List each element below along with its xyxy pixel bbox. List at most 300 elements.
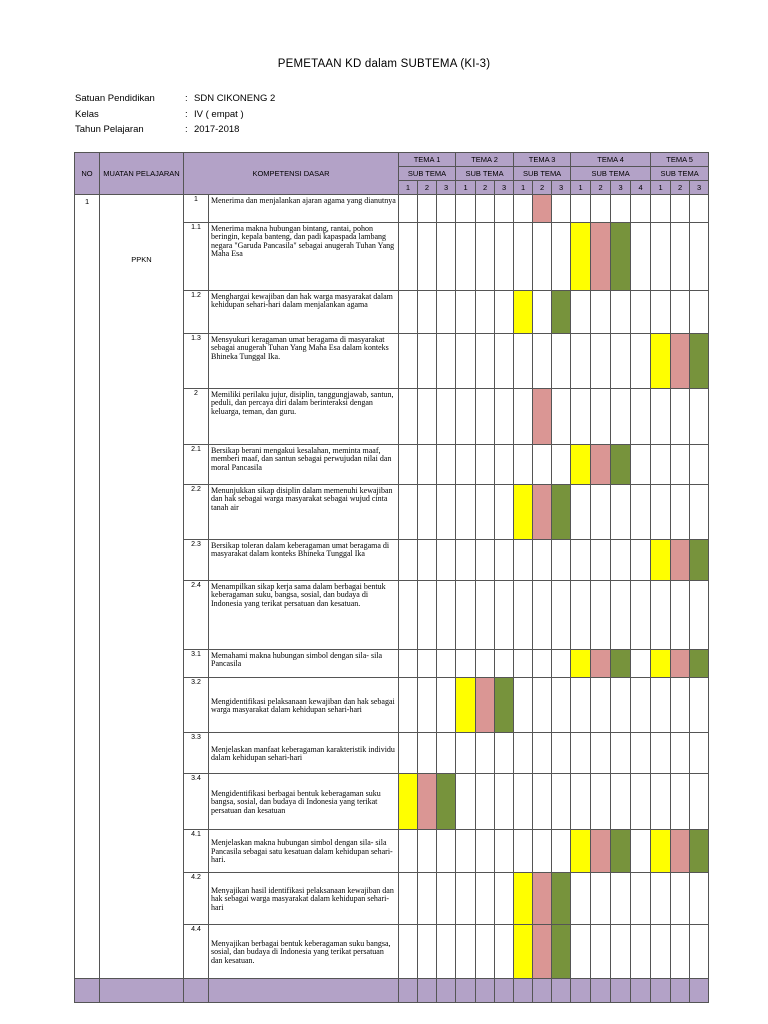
mapping-cell-empty [631,223,651,291]
info-colon: : [185,93,188,104]
mapping-cell-green [552,485,571,540]
mapping-cell-empty [476,581,495,650]
footer-cell [209,979,399,1003]
mapping-cell-empty [456,873,476,925]
mapping-cell-empty [690,678,709,733]
muatan-pelajaran: PPKN [131,255,152,264]
subtema-number: 1 [456,181,476,195]
header-no: NO [75,153,100,195]
kd-code: 2.2 [184,485,209,540]
mapping-cell-empty [514,389,533,445]
kd-table-body [75,195,709,1003]
mapping-cell-empty [495,223,514,291]
mapping-cell-empty [399,733,418,774]
mapping-cell-empty [437,925,456,979]
kd-code: 1.2 [184,291,209,334]
mapping-cell-empty [399,389,418,445]
mapping-cell-empty [651,485,671,540]
mapping-cell-pink [671,334,690,389]
mapping-cell-empty [690,291,709,334]
mapping-cell-pink [533,389,552,445]
footer-cell [552,979,571,1003]
mapping-cell-empty [631,540,651,581]
mapping-cell-green [552,873,571,925]
footer-cell [514,979,533,1003]
mapping-cell-yellow [651,650,671,678]
mapping-cell-empty [476,733,495,774]
mapping-cell-empty [456,195,476,223]
mapping-cell-empty [437,334,456,389]
mapping-cell-empty [476,485,495,540]
mapping-cell-green [690,540,709,581]
info-label: Kelas [75,109,99,120]
mapping-cell-empty [571,873,591,925]
mapping-cell-empty [495,925,514,979]
mapping-cell-green [611,445,631,485]
mapping-cell-empty [437,540,456,581]
mapping-cell-pink [533,195,552,223]
mapping-cell-yellow [456,678,476,733]
kd-description: Menghargai kewajiban dan hak warga masyarakat dalam kehidupan sehari-hari dalam menjalankan agama [209,291,399,334]
mapping-cell-yellow [651,334,671,389]
mapping-cell-empty [671,485,690,540]
footer-cell [476,979,495,1003]
mapping-cell-empty [533,334,552,389]
info-label: Tahun Pelajaran [75,124,144,135]
kd-code: 1.3 [184,334,209,389]
mapping-cell-pink [533,925,552,979]
mapping-cell-empty [671,195,690,223]
mapping-cell-empty [399,291,418,334]
mapping-cell-empty [418,733,437,774]
mapping-cell-empty [690,925,709,979]
mapping-cell-empty [591,925,611,979]
subtema-number: 1 [571,181,591,195]
mapping-cell-empty [418,830,437,873]
mapping-cell-yellow [571,650,591,678]
subtema-number: 1 [514,181,533,195]
kd-code: 2.4 [184,581,209,650]
mapping-cell-pink [533,873,552,925]
mapping-cell-empty [495,195,514,223]
mapping-cell-empty [631,650,651,678]
mapping-cell-empty [591,389,611,445]
kd-code: 2.1 [184,445,209,485]
kd-description: Menerima dan menjalankan ajaran agama yang dianutnya [209,195,399,223]
footer-cell [631,979,651,1003]
mapping-cell-empty [514,774,533,830]
mapping-cell-empty [399,925,418,979]
subtema-number: 2 [533,181,552,195]
mapping-cell-empty [418,291,437,334]
mapping-cell-empty [533,830,552,873]
mapping-cell-empty [611,733,631,774]
mapping-cell-pink [476,678,495,733]
header-muatan: MUATAN PELAJARAN [100,153,184,195]
info-value: IV ( empat ) [194,109,244,120]
mapping-cell-empty [495,650,514,678]
mapping-cell-empty [514,733,533,774]
mapping-cell-empty [651,925,671,979]
mapping-cell-empty [690,389,709,445]
mapping-cell-empty [651,581,671,650]
mapping-cell-empty [571,678,591,733]
mapping-cell-empty [611,925,631,979]
mapping-cell-pink [591,223,611,291]
kd-description: Menunjukkan sikap disiplin dalam memenuhi kewajiban dan hak sebagai warga masyarakat sebagai wujud cinta tanah air [209,485,399,540]
mapping-cell-green [690,334,709,389]
kd-code: 3.1 [184,650,209,678]
kd-description: Bersikap toleran dalam keberagaman umat beragama di masyarakat dalam konteks Bhineka Tunggal Ika [209,540,399,581]
subtema-number: 1 [651,181,671,195]
mapping-cell-empty [495,733,514,774]
mapping-cell-empty [495,830,514,873]
subtema-number: 3 [611,181,631,195]
mapping-cell-empty [476,540,495,581]
mapping-cell-green [690,650,709,678]
mapping-cell-empty [631,678,651,733]
subtema-number: 1 [399,181,418,195]
header-tema-3: TEMA 3 [514,153,571,167]
mapping-cell-empty [399,678,418,733]
info-value: SDN CIKONENG 2 [194,93,276,104]
mapping-cell-empty [651,195,671,223]
footer-cell [651,979,671,1003]
mapping-cell-empty [514,650,533,678]
mapping-cell-yellow [571,223,591,291]
mapping-cell-empty [456,445,476,485]
mapping-cell-yellow [514,291,533,334]
mapping-cell-yellow [571,830,591,873]
mapping-cell-green [611,830,631,873]
mapping-cell-empty [552,223,571,291]
header-subtema: SUB TEMA [399,167,456,181]
mapping-cell-empty [456,223,476,291]
subtema-number: 3 [552,181,571,195]
mapping-cell-empty [631,581,651,650]
mapping-cell-yellow [651,540,671,581]
kd-mapping-table [74,152,709,1003]
subtema-number: 2 [671,181,690,195]
mapping-cell-empty [533,650,552,678]
mapping-cell-empty [671,581,690,650]
mapping-cell-empty [571,925,591,979]
mapping-cell-empty [533,291,552,334]
mapping-cell-empty [591,873,611,925]
mapping-cell-empty [591,581,611,650]
mapping-cell-empty [456,485,476,540]
mapping-cell-empty [418,445,437,485]
info-label: Satuan Pendidikan [75,93,155,104]
kd-code: 3.3 [184,733,209,774]
mapping-cell-empty [456,925,476,979]
footer-cell [591,979,611,1003]
mapping-cell-empty [611,195,631,223]
footer-cell [437,979,456,1003]
mapping-cell-yellow [514,485,533,540]
mapping-cell-yellow [399,774,418,830]
mapping-cell-empty [690,445,709,485]
mapping-cell-empty [591,678,611,733]
mapping-cell-empty [533,774,552,830]
mapping-cell-empty [437,223,456,291]
mapping-cell-green [690,830,709,873]
mapping-cell-empty [591,334,611,389]
mapping-cell-yellow [514,873,533,925]
kd-row [75,195,709,223]
mapping-cell-green [611,223,631,291]
subtema-number: 3 [437,181,456,195]
kd-description: Mengidentifikasi berbagai bentuk keberagaman suku bangsa, sosial, dan budaya di Indonesia yang terikat persatuan dan kesatuan [209,774,399,830]
mapping-cell-empty [437,291,456,334]
mapping-cell-empty [651,678,671,733]
mapping-cell-empty [690,774,709,830]
mapping-cell-empty [437,389,456,445]
mapping-cell-empty [611,678,631,733]
header-subtema: SUB TEMA [651,167,709,181]
mapping-cell-empty [651,389,671,445]
mapping-cell-empty [476,389,495,445]
mapping-cell-empty [456,389,476,445]
mapping-cell-empty [671,873,690,925]
mapping-cell-empty [552,733,571,774]
mapping-cell-empty [399,223,418,291]
header-subtema: SUB TEMA [571,167,651,181]
mapping-cell-empty [456,774,476,830]
mapping-cell-green [611,650,631,678]
footer-cell [418,979,437,1003]
mapping-cell-empty [476,195,495,223]
mapping-cell-empty [456,581,476,650]
kd-code: 2.3 [184,540,209,581]
mapping-cell-pink [591,445,611,485]
mapping-cell-empty [631,195,651,223]
header-subtema: SUB TEMA [514,167,571,181]
mapping-cell-empty [495,873,514,925]
mapping-cell-empty [418,334,437,389]
kd-description: Menampilkan sikap kerja sama dalam berbagai bentuk keberagaman suku, bangsa, sosial, dan budaya di Indonesia yang terikat persatuan dan kesatuan. [209,581,399,650]
mapping-cell-empty [552,774,571,830]
mapping-cell-empty [690,195,709,223]
mapping-cell-empty [418,485,437,540]
mapping-cell-pink [671,540,690,581]
mapping-cell-empty [552,195,571,223]
mapping-cell-empty [399,650,418,678]
mapping-cell-empty [533,678,552,733]
mapping-cell-empty [456,291,476,334]
footer-cell [456,979,476,1003]
mapping-cell-green [552,925,571,979]
mapping-cell-empty [399,830,418,873]
kd-description: Bersikap berani mengakui kesalahan, meminta maaf, memberi maaf, dan santun sebagai perwujudan nilai dan moral Pancasila [209,445,399,485]
mapping-cell-empty [591,485,611,540]
kd-description: Menjelaskan makna hubungan simbol dengan sila- sila Pancasila sebagai satu kesatuan dalam kehidupan sehari-hari. [209,830,399,873]
mapping-cell-empty [418,223,437,291]
mapping-cell-empty [399,195,418,223]
header-kompetensi-dasar: KOMPETENSI DASAR [184,153,399,195]
kd-code: 3.4 [184,774,209,830]
mapping-cell-empty [514,334,533,389]
mapping-cell-empty [437,873,456,925]
mapping-cell-empty [418,540,437,581]
mapping-cell-empty [651,733,671,774]
header-tema-5: TEMA 5 [651,153,709,167]
kd-code: 4.1 [184,830,209,873]
mapping-cell-empty [671,389,690,445]
mapping-cell-empty [571,581,591,650]
mapping-cell-empty [495,334,514,389]
mapping-cell-empty [533,581,552,650]
mapping-cell-empty [456,540,476,581]
kd-description: Menyajikan berbagai bentuk keberagaman suku bangsa, sosial, dan budaya di Indonesia yang terikat persatuan dan kesatuan. [209,925,399,979]
info-colon: : [185,109,188,120]
kd-description: Mengidentifikasi pelaksanaan kewajiban dan hak sebagai warga masyarakat dalam kehidupan sehari-hari [209,678,399,733]
mapping-cell-empty [437,650,456,678]
mapping-cell-empty [533,733,552,774]
mapping-cell-empty [437,733,456,774]
mapping-cell-empty [571,733,591,774]
header-tema-4: TEMA 4 [571,153,651,167]
mapping-cell-empty [456,830,476,873]
mapping-cell-empty [671,223,690,291]
mapping-cell-empty [552,540,571,581]
mapping-cell-empty [437,445,456,485]
subtema-number: 2 [476,181,495,195]
mapping-cell-empty [418,925,437,979]
mapping-cell-empty [533,445,552,485]
mapping-cell-empty [611,291,631,334]
mapping-cell-empty [456,650,476,678]
mapping-cell-yellow [651,830,671,873]
mapping-cell-empty [476,925,495,979]
mapping-cell-empty [456,334,476,389]
info-colon: : [185,124,188,135]
mapping-cell-empty [399,581,418,650]
kd-description: Menjelaskan manfaat keberagaman karakteristik individu dalam kehidupan sehari-hari [209,733,399,774]
footer-cell [671,979,690,1003]
mapping-cell-pink [591,830,611,873]
mapping-cell-empty [690,873,709,925]
mapping-cell-empty [476,830,495,873]
mapping-cell-empty [690,485,709,540]
kd-description: Mensyukuri keragaman umat beragama di masyarakat sebagai anugerah Tuhan Yang Maha Esa dalam konteks Bhineka Tunggal Ika. [209,334,399,389]
mapping-cell-empty [631,873,651,925]
mapping-cell-empty [611,581,631,650]
kd-description: Memahami makna hubungan simbol dengan sila- sila Pancasila [209,650,399,678]
subtema-number: 2 [418,181,437,195]
mapping-cell-empty [611,389,631,445]
mapping-cell-empty [514,445,533,485]
mapping-cell-empty [514,678,533,733]
kd-code: 2 [184,389,209,445]
kd-code: 4.2 [184,873,209,925]
mapping-cell-green [552,291,571,334]
header-tema-2: TEMA 2 [456,153,514,167]
subtema-number: 3 [495,181,514,195]
mapping-cell-empty [631,830,651,873]
mapping-cell-empty [399,334,418,389]
kd-code: 3.2 [184,678,209,733]
mapping-cell-empty [671,774,690,830]
mapping-cell-empty [631,733,651,774]
mapping-cell-empty [418,873,437,925]
info-value: 2017-2018 [194,124,240,135]
mapping-cell-empty [651,873,671,925]
mapping-cell-empty [476,774,495,830]
mapping-cell-empty [552,581,571,650]
footer-cell [571,979,591,1003]
mapping-cell-empty [476,650,495,678]
kd-description: Memiliki perilaku jujur, disiplin, tanggungjawab, santun, peduli, dan percaya diri dalam berinteraksi dengan keluarga, teman, dan guru. [209,389,399,445]
mapping-cell-empty [611,540,631,581]
mapping-cell-empty [514,540,533,581]
mapping-cell-empty [552,678,571,733]
mapping-cell-empty [399,540,418,581]
subtema-number: 4 [631,181,651,195]
mapping-cell-empty [399,485,418,540]
mapping-cell-empty [671,291,690,334]
mapping-cell-empty [611,334,631,389]
mapping-cell-pink [671,650,690,678]
mapping-cell-empty [571,389,591,445]
mapping-cell-empty [514,223,533,291]
footer-cell [690,979,709,1003]
mapping-cell-empty [571,774,591,830]
mapping-cell-empty [571,485,591,540]
kd-code: 1 [184,195,209,223]
mapping-cell-empty [552,830,571,873]
header-tema-1: TEMA 1 [399,153,456,167]
mapping-cell-empty [631,389,651,445]
mapping-cell-green [495,678,514,733]
mapping-cell-empty [591,291,611,334]
mapping-cell-empty [651,445,671,485]
mapping-cell-empty [495,540,514,581]
mapping-cell-empty [437,830,456,873]
mapping-cell-empty [476,334,495,389]
kd-code: 4.4 [184,925,209,979]
mapping-cell-empty [495,389,514,445]
table-footer-row [75,979,709,1003]
mapping-cell-empty [611,873,631,925]
mapping-cell-empty [418,389,437,445]
mapping-cell-empty [495,485,514,540]
kd-code: 1.1 [184,223,209,291]
footer-cell [533,979,552,1003]
mapping-cell-empty [495,445,514,485]
mapping-cell-empty [437,195,456,223]
mapping-cell-empty [671,445,690,485]
mapping-cell-empty [418,650,437,678]
mapping-cell-pink [671,830,690,873]
footer-cell [75,979,100,1003]
subtema-number: 2 [591,181,611,195]
mapping-cell-empty [456,733,476,774]
footer-cell [611,979,631,1003]
mapping-cell-empty [552,334,571,389]
mapping-cell-empty [437,581,456,650]
mapping-cell-empty [552,650,571,678]
mapping-cell-empty [437,485,456,540]
mapping-cell-empty [533,223,552,291]
mapping-cell-empty [690,733,709,774]
mapping-cell-empty [631,485,651,540]
kd-description: Menerima makna hubungan bintang, rantai, pohon beringin, kepala banteng, dan padi kapaspada lambang negara "Garuda Pancasila" sebagai anugerah Tuhan Yang Maha Esa [209,223,399,291]
mapping-cell-empty [418,581,437,650]
mapping-cell-empty [514,830,533,873]
mapping-cell-empty [631,774,651,830]
mapping-cell-empty [571,195,591,223]
